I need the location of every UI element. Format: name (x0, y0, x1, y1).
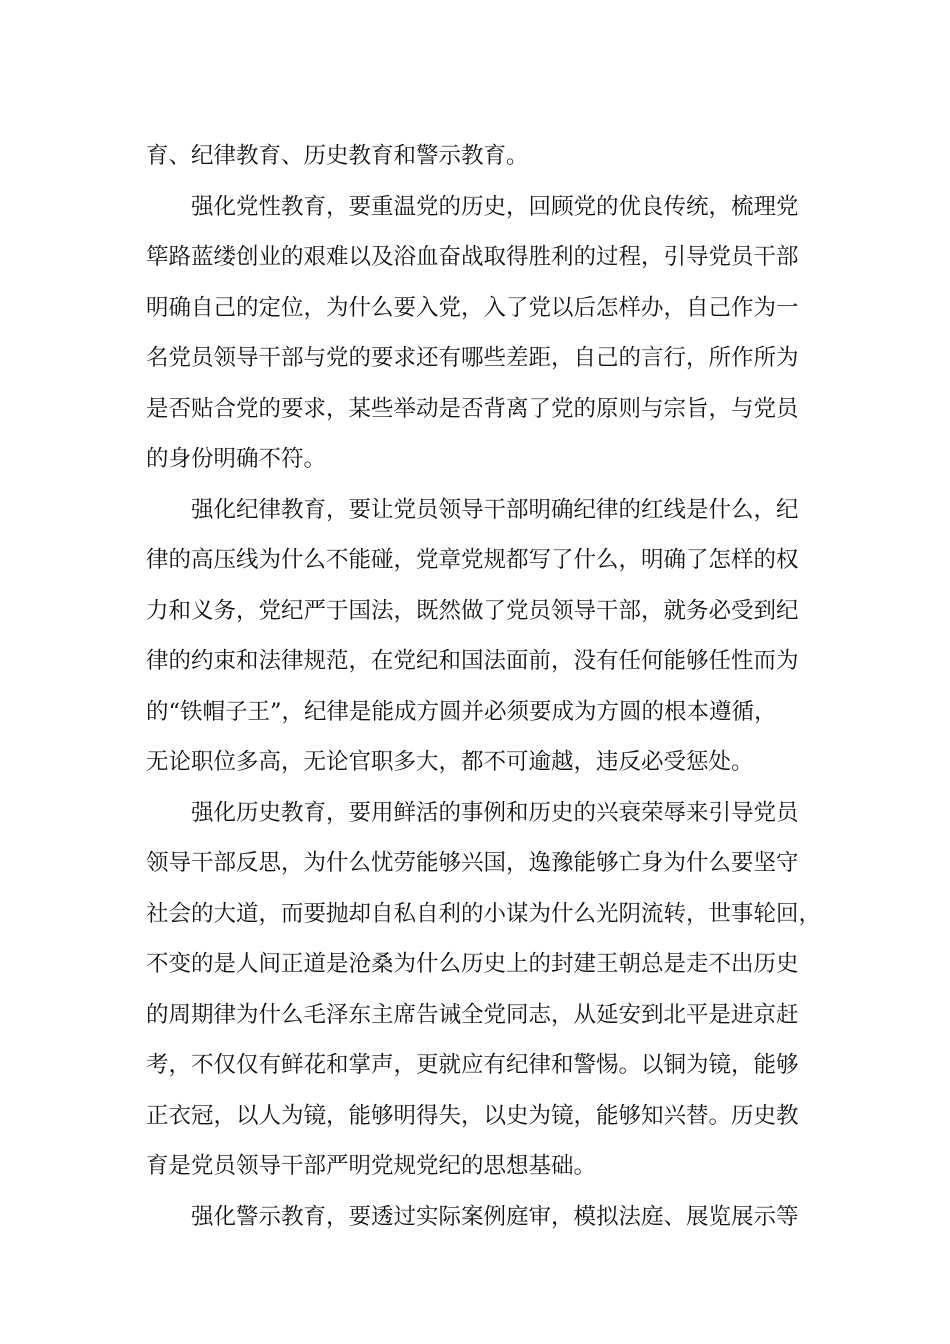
body-text (146, 131, 826, 1242)
text-line: 的“铁帽子王”，纪律是能成方圆并必须要成为方圆的根本遵循， (146, 698, 777, 725)
paragraph-discipline-line: 强化纪律教育，要让党员领导干部明确纪律的红线是什么，纪 (191, 496, 799, 523)
text-line: 正衣冠，以人为镜，能够明得失，以史为镜，能够知兴替。历史教 (146, 1102, 799, 1129)
paragraph-warning-line: 强化警示教育，要透过实际案例庭审，模拟法庭、展览展示等 (191, 1203, 799, 1230)
text-line: 明确自己的定位，为什么要入党，入了党以后怎样办，自己作为一 (146, 294, 799, 321)
text-line: 筚路蓝缕创业的艰难以及浴血奋战取得胜利的过程，引导党员干部 (146, 244, 799, 270)
text-line: 名党员领导干部与党的要求还有哪些差距，自己的言行，所作所为 (146, 345, 799, 371)
text-line: 律的约束和法律规范，在党纪和国法面前，没有任何能够任性而为 (146, 648, 799, 674)
text-line: 是否贴合党的要求，某些举动是否背离了党的原则与宗旨，与党员 (146, 395, 799, 422)
text-line: 育、纪律教育、历史教育和警示教育。 (146, 143, 529, 169)
text-line: 无论职位多高，无论官职多大，都不可逾越，违反必受惩处。 (146, 749, 754, 775)
text-line: 力和义务，党纪严于国法，既然做了党员领导干部，就务必受到纪 (146, 597, 799, 624)
text-line: 领导干部反思，为什么忧劳能够兴国，逸豫能够亡身为什么要坚守 (146, 850, 799, 876)
text-line: 的身份明确不符。 (146, 446, 327, 472)
text-line: 育是党员领导干部严明党规党纪的思想基础。 (146, 1153, 597, 1179)
text-line: 社会的大道，而要抛却自私自利的小谋为什么光阴流转，世事轮回， (146, 900, 822, 927)
text-line: 律的高压线为什么不能碰，党章党规都写了什么，明确了怎样的权 (146, 547, 799, 573)
paragraph-party-spirit-line: 强化党性教育，要重温党的历史，回顾党的优良传统，梳理党 (191, 193, 799, 220)
text-line: 不变的是人间正道是沧桑为什么历史上的封建王朝总是走不出历史 (146, 951, 799, 977)
text-line: 考，不仅仅有鲜花和掌声，更就应有纪律和警惕。以铜为镜，能够 (146, 1052, 799, 1078)
paragraph-history-line: 强化历史教育，要用鲜活的事例和历史的兴衰荣辱来引导党员 (191, 799, 799, 826)
text-line: 的周期律为什么毛泽东主席告诫全党同志，从延安到北平是进京赶 (146, 1001, 799, 1028)
